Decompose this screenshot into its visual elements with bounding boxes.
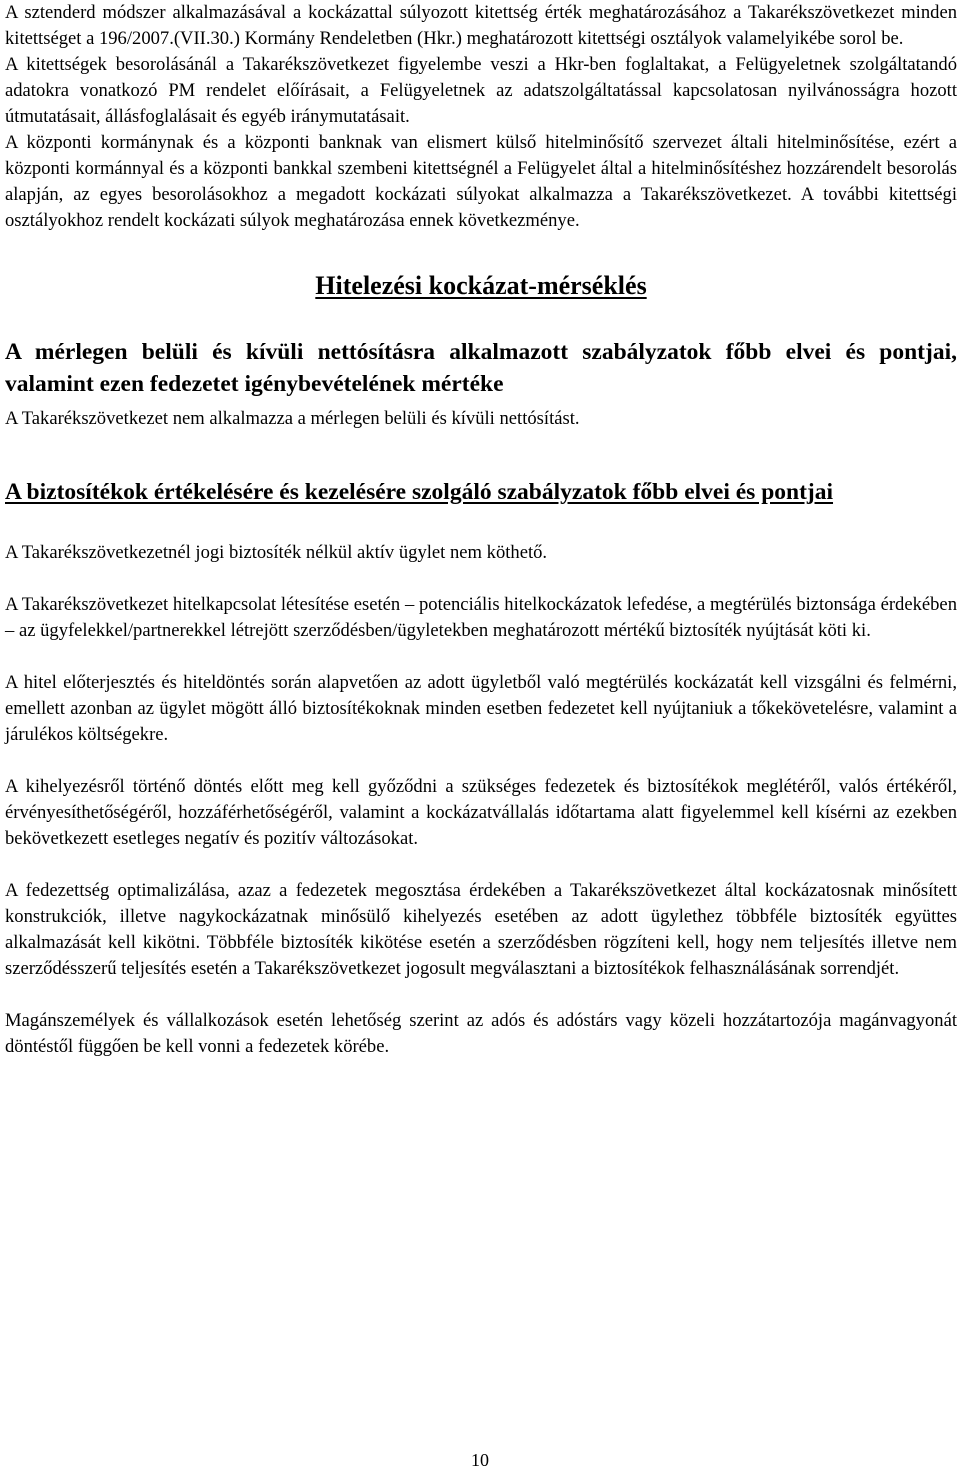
paragraph-exposure-considerations: A kitettségek besorolásánál a Takarékszövetkezet figyelembe veszi a Hkr-ben foglaltakat, a Felügyeletnek szolgáltatandó adatokra vonatkozó PM rendelet előírásait, a Felügyeletnek az adatszolgáltatással kapcsolatosan nyilvánosságra hozott útmutatásait, állásfoglalásait és egyéb iránymutatásait. — [5, 54, 957, 127]
paragraph-central-government-rating: A központi kormánynak és a központi banknak van elismert külső hitelminősítő szervezet általi hitelminősítése, ezért a központi kormánnyal és a központi bankkal szembeni kitettségnél a Felügyelet által a hitelminősítéshez hozzárendelt besorolás alapján, az egyes besorolásokhoz a megadott kockázati súlyokat alkalmazza a Takarékszövetkezet. A további kitettségi osztályokhoz rendelt kockázati súlyok meghatározása ennek következménye. — [5, 132, 957, 231]
collateral-paragraph-5: A fedezettség optimalizálása, azaz a fedezetek megosztása érdekében a Takarékszövetkezet által kockázatosnak minősített konstrukciók, illetve nagykockázatnak minősülő kihelyezés esetében az adott ügylethez többféle biztosíték együttes alkalmazását kell kikötni. Többféle biztosíték kikötése esetén a szerződésben rögzíteni kell, hogy nem teljesítés illetve nem szerződésszerű teljesítés esetén a Takarékszövetkezet jogosult megválasztani a biztosítékok felhasználásának sorrendjét. — [5, 880, 957, 979]
collateral-paragraph-6: Magánszemélyek és vállalkozások esetén lehetőség szerint az adós és adóstárs vagy közeli hozzátartozója magánvagyonát döntéstől függően be kell vonni a fedezetek körébe. — [5, 1010, 957, 1057]
collateral-paragraph-2: A Takarékszövetkezet hitelkapcsolat létesítése esetén – potenciális hitelkockázatok lefedése, a megtérülés biztonsága érdekében – az ügyfelekkel/partnerekkel létrejött szerződésben/ügyletekben meghatározott mértékű biztosíték nyújtását köti ki. — [5, 594, 957, 641]
netting-text: A Takarékszövetkezet nem alkalmazza a mérlegen belüli és kívüli nettósítást. — [5, 408, 580, 429]
netting-heading: A mérlegen belüli és kívüli nettósításra alkalmazott szabályzatok főbb elvei és pontjai, valamint ezen fedezetet igénybevételének mértéke — [5, 339, 957, 397]
paragraph-exposure-classification: A sztenderd módszer alkalmazásával a kockázattal súlyozott kitettség érték meghatározásához a Takarékszövetkezet minden kitettséget a 196/2007.(VII.30.) Kormány Rendeletben (Hkr.) meghatározott kitettségi osztályok valamelyikébe sorol be. — [5, 2, 957, 49]
document-page — [5, 0, 957, 1060]
page-number: 10 — [471, 1450, 489, 1470]
collateral-paragraph-3: A hitel előterjesztés és hiteldöntés során alapvetően az adott ügyletből való megtérülés kockázatát kell vizsgálni és felmérni, emellett azonban az ügylet mögött álló biztosítékoknak minden esetben fedezetet kell nyújtaniuk a tőkekövetelésre, valamint a járulékos költségekre. — [5, 672, 957, 745]
collateral-paragraph-4: A kihelyezésről történő döntés előtt meg kell győződni a szükséges fedezetek és biztosítékok meglétéről, valós értékéről, érvényesíthetőségéről, hozzáférhetőségéről, valamint a kockázatvállalás időtartama alatt figyelemmel kell kísérni az ezekben bekövetkezett esetleges negatív és pozitív változásokat. — [5, 776, 957, 849]
collateral-heading: A biztosítékok értékelésére és kezelésére szolgáló szabályzatok főbb elvei és pontjai — [5, 479, 834, 505]
collateral-paragraph-1: A Takarékszövetkezetnél jogi biztosíték nélkül aktív ügylet nem köthető. — [5, 542, 548, 563]
section-title: Hitelezési kockázat-mérséklés — [315, 271, 647, 300]
